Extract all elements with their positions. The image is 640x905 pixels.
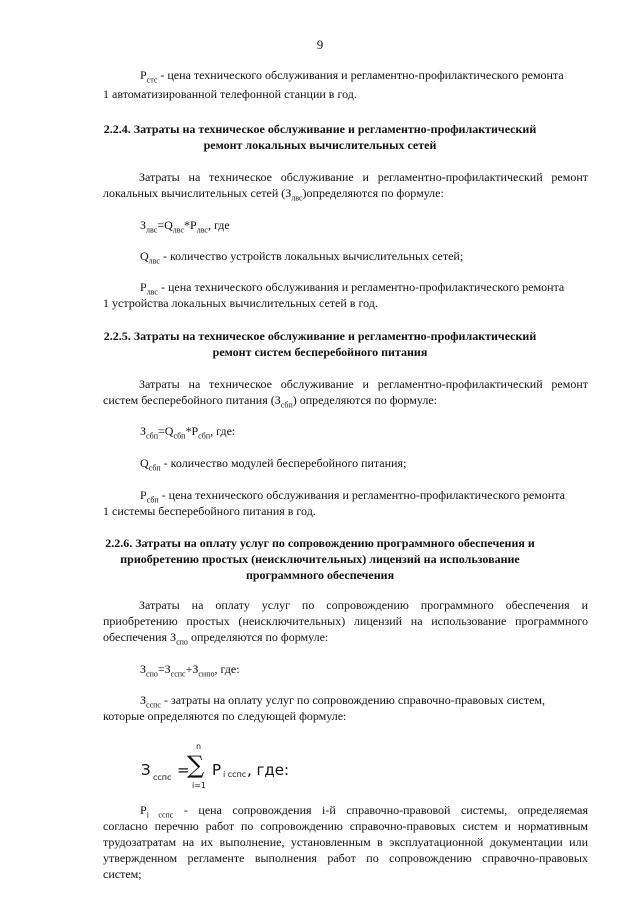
paragraph-lvs-line-1: Затраты на техническое обслуживание и регламентно-профилактический ремонт [139, 170, 588, 184]
subscript: сбп [198, 431, 211, 441]
subscript: лвс [172, 225, 185, 235]
symbol: Р [140, 280, 147, 294]
formula-symbol: З [141, 761, 151, 779]
symbol: Q [140, 249, 149, 263]
subscript: сбп [173, 431, 186, 441]
subscript: лвс [146, 225, 158, 235]
symbol: З [140, 424, 147, 438]
symbol: =З [157, 662, 171, 676]
section-heading-2-2-5-line-1: 2.2.5. Затраты на техническое обслуживание и регламентно-профилактический [103, 329, 537, 343]
subscript: сбп [146, 431, 159, 441]
text: - количество модулей бесперебойного питания; [160, 456, 407, 470]
text: систем бесперебойного питания (З [103, 393, 281, 407]
text: - цена технического обслуживания и регламентно-профилактического ремонта [157, 68, 564, 82]
subscript: лвс [291, 193, 303, 203]
qsbp-definition [140, 456, 406, 475]
text: обеспечения З [103, 630, 177, 644]
symbol: Р [140, 488, 147, 502]
symbol: З [140, 218, 147, 232]
text: )определяются по формуле: [302, 186, 444, 200]
paragraph-sbp-line-1: Затраты на техническое обслуживание и регламентно-профилактический ремонт [139, 377, 588, 391]
zsspc-definition-line-2: которые определяются по следующей формуле: [103, 709, 347, 723]
symbol: Q [140, 456, 149, 470]
symbol: *Р [184, 218, 197, 232]
text: локальных вычислительных сетей (З [103, 186, 292, 200]
section-heading-2-2-4-line-2: ремонт локальных вычислительных сетей [203, 138, 437, 152]
formula-lvs [140, 218, 230, 237]
formula-term: P [212, 761, 222, 779]
pisspc-definition-line-2: согласно перечню работ по сопровождению справочно-правовых систем и нормативным [103, 819, 588, 833]
subscript: сбп [148, 463, 161, 473]
section-heading-2-2-5-line-2: ремонт систем бесперебойного питания [212, 345, 428, 359]
pisspc-definition-line-3: трудозатратам на их выполнение, установленным в эксплуатационной документации или [103, 835, 588, 849]
psbp-definition-line-2: 1 системы бесперебойного питания в год. [103, 504, 316, 518]
symbol-subscript: стс [146, 75, 158, 85]
section-heading-2-2-6-line-2: приобретению простых (неисключительных) лицензий на использование [120, 552, 520, 566]
symbol: *Р [185, 424, 199, 438]
symbol: =Q [158, 424, 174, 438]
subscript: сбп [146, 495, 159, 505]
qlvs-definition [140, 249, 463, 268]
text: - затраты на оплату услуг по сопровождению справочно-правовых систем, [160, 693, 545, 707]
text: , где: [214, 662, 240, 676]
section-heading-2-2-6-line-3: программного обеспечения [245, 568, 395, 582]
pisspc-definition-line-5: систем; [103, 867, 142, 881]
pisspc-definition-line-4: утвержденном регламенте выполнения работ по сопровождению справочно-правовых [103, 851, 588, 865]
text: - цена сопровождения i-й справочно-правовой системы, определяемая [173, 803, 589, 817]
symbol: =Q [157, 218, 173, 232]
formula-equals: = [177, 761, 190, 779]
symbol: З [140, 693, 147, 707]
text: , где: [210, 424, 236, 438]
section-heading-2-2-6-line-1: 2.2.6. Затраты на оплату услуг по сопровождению программного обеспечения и [105, 536, 535, 550]
text: - цена технического обслуживания и регламентно-профилактического ремонта [157, 280, 565, 294]
subscript: сспс [170, 669, 186, 679]
paragraph-spo-line-1: Затраты на оплату услуг по сопровождению программного обеспечения и [139, 598, 588, 612]
symbol: Р [140, 68, 147, 82]
page-number: 9 [316, 37, 324, 52]
text: определяются по формуле: [187, 630, 329, 644]
paragraph-spo-line-3 [103, 630, 328, 649]
subscript: спо [176, 637, 188, 647]
text: - цена технического обслуживания и регламентно-профилактического ремонта [158, 488, 565, 502]
subscript: сспс [146, 700, 161, 710]
symbol: Р [140, 803, 147, 817]
text: , где [207, 218, 230, 232]
subscript: сбп [280, 400, 293, 410]
sum-upper-limit: n [196, 742, 202, 751]
subscript: лвс [196, 225, 208, 235]
paragraph-lvs-line-2 [103, 186, 444, 205]
pstc-definition-line-1 [140, 68, 564, 87]
subscript: лвс [148, 256, 160, 266]
section-heading-2-2-4-line-1: 2.2.4. Затраты на техническое обслуживание и регламентно-профилактический [103, 122, 537, 136]
sigma-icon: ∑ [187, 751, 205, 779]
text: ) определяются по формуле: [292, 393, 438, 407]
formula-term-subscript: i сспс [223, 770, 247, 779]
pstc-definition-line-2: 1 автоматизированной телефонной станции в год. [103, 87, 357, 101]
sum-lower-limit: i=1 [192, 781, 207, 790]
summation-formula [141, 742, 341, 792]
subscript: сипо [198, 669, 215, 679]
formula-spo [140, 662, 240, 681]
plvs-definition-line-2: 1 устройства локальных вычислительных сетей в год. [103, 296, 378, 310]
paragraph-sbp-line-2 [103, 393, 437, 412]
text: - количество устройств локальных вычислительных сетей; [159, 249, 464, 263]
formula-tail: , где: [247, 761, 290, 779]
subscript: спо [146, 669, 158, 679]
subscript: i сспс [146, 810, 174, 820]
formula-subscript: сспс [153, 773, 172, 782]
subscript: лвс [146, 287, 158, 297]
symbol: З [140, 662, 147, 676]
paragraph-spo-line-2: приобретению простых (неисключительных) лицензий на использование программного [103, 614, 588, 628]
symbol: +З [185, 662, 199, 676]
formula-sbp [140, 424, 235, 443]
